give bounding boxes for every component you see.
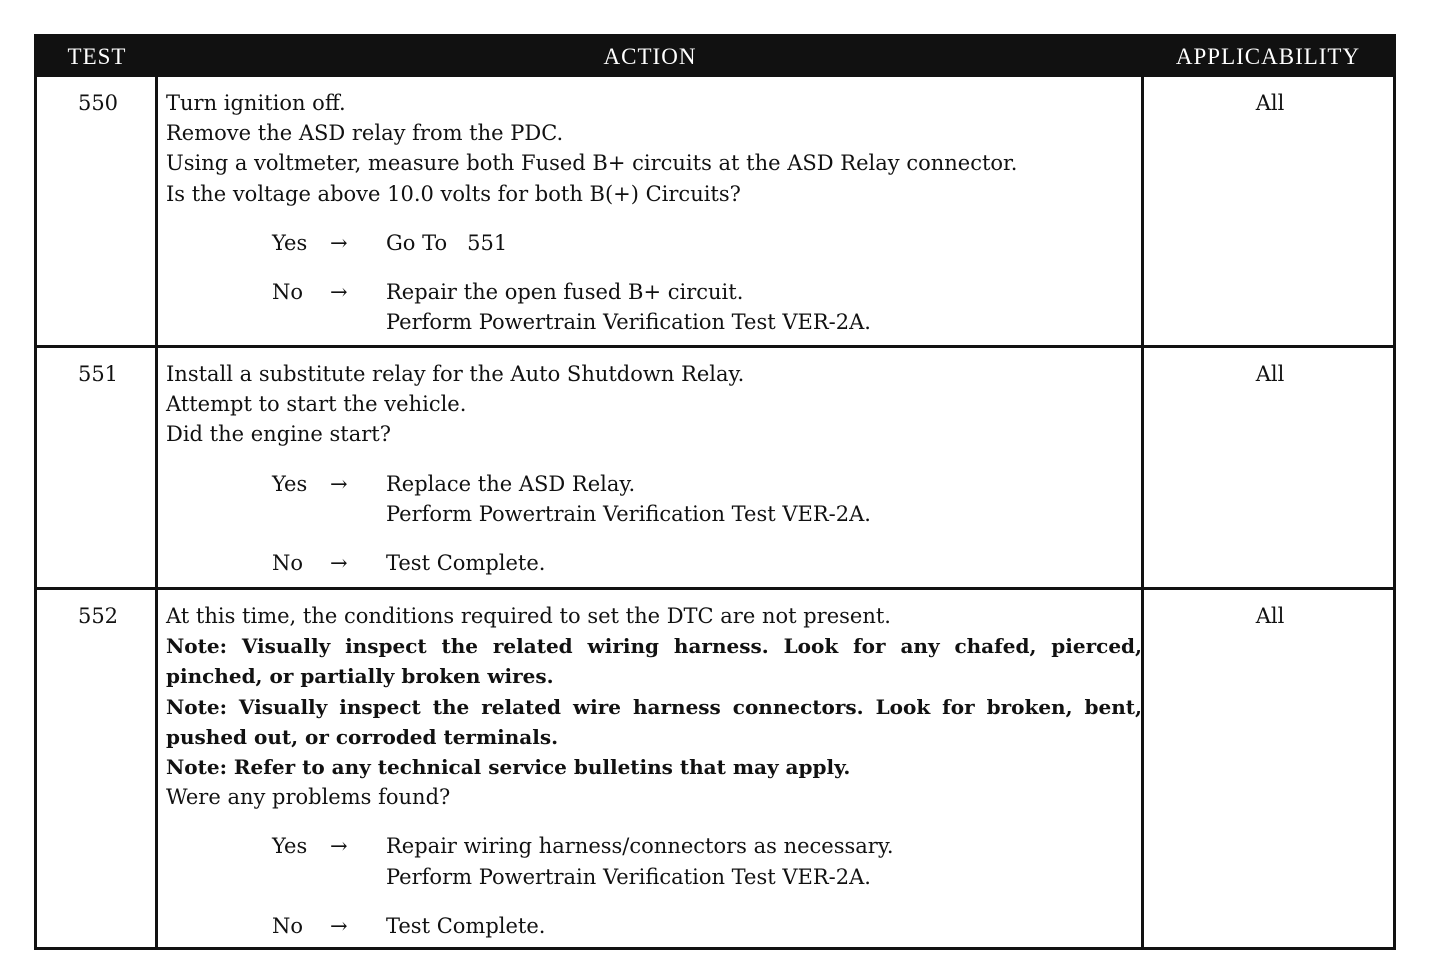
yes-text: Replace the ASD Relay.: [386, 471, 636, 496]
yes-text: Perform Powertrain Verification Test VER-2A.: [386, 501, 871, 526]
no-branch: [272, 911, 1142, 941]
yes-text: Go To 551: [386, 230, 508, 255]
table-header: [37, 37, 1393, 77]
action-cell: [166, 359, 1142, 578]
action-cell: [166, 88, 1142, 337]
action-question: Were any problems found?: [166, 785, 451, 810]
no-text: Repair the open fused B+ circuit.: [386, 280, 744, 305]
action-line: Using a voltmeter, measure both Fused B+ circuits at the ASD Relay connector.: [166, 151, 1018, 176]
action-line: Remove the ASD relay from the PDC.: [166, 121, 564, 146]
test-number: 550: [77, 91, 119, 115]
action-line: At this time, the conditions required to set the DTC are not present.: [166, 604, 891, 628]
arrow-icon: →: [330, 551, 348, 576]
arrow-icon: →: [330, 230, 348, 255]
test-number: 551: [77, 362, 119, 386]
test-number: 552: [77, 604, 119, 628]
no-label: No: [272, 551, 304, 576]
action-line: Install a substitute relay for the Auto Shutdown Relay.: [166, 362, 745, 386]
note-text: Note: Visually inspect the related wire harness connectors. Look for broken, bent, pushed out, or corroded terminals.: [166, 694, 1142, 749]
yes-text: Perform Powertrain Verification Test VER-2A.: [386, 864, 871, 889]
yes-label: Yes: [272, 230, 308, 255]
arrow-icon: →: [330, 471, 348, 496]
yes-branch: [272, 228, 1142, 258]
applicability-cell: All: [1255, 604, 1285, 628]
note-text: Note: Refer to any technical service bulletins that may apply.: [166, 755, 851, 780]
action-line: Did the engine start?: [166, 422, 391, 447]
yes-text: Repair wiring harness/connectors as necessary.: [386, 834, 894, 859]
action-line: Attempt to start the vehicle.: [166, 392, 467, 417]
note-text: Note: Visually inspect the related wiring harness. Look for any chafed, pierced, pinched, or partially broken wires.: [166, 634, 1142, 689]
action-line: Is the voltage above 10.0 volts for both B(+) Circuits?: [166, 181, 741, 206]
action-line: Turn ignition off.: [166, 91, 346, 115]
arrow-icon: →: [330, 834, 348, 859]
header-action: ACTION: [603, 44, 697, 69]
no-branch: [272, 548, 1142, 578]
no-text: Test Complete.: [386, 913, 546, 938]
applicability-cell: All: [1255, 91, 1285, 115]
header-test: TEST: [67, 44, 127, 69]
yes-label: Yes: [272, 471, 308, 496]
no-branch: [272, 277, 1142, 337]
yes-label: Yes: [272, 834, 308, 859]
no-text: Test Complete.: [386, 551, 546, 576]
table-row: [37, 348, 1393, 587]
applicability-cell: All: [1255, 362, 1285, 386]
diagnostic-test-table: [34, 34, 1396, 950]
action-cell: [166, 601, 1142, 941]
yes-branch: [272, 469, 1142, 529]
table-row: [37, 590, 1393, 947]
no-label: No: [272, 280, 304, 305]
no-label: No: [272, 913, 304, 938]
no-text: Perform Powertrain Verification Test VER-2A.: [386, 310, 871, 335]
yes-branch: [272, 831, 1142, 891]
header-applicability: APPLICABILITY: [1175, 44, 1361, 69]
arrow-icon: →: [330, 280, 348, 305]
arrow-icon: →: [330, 913, 348, 938]
table-row: [37, 77, 1393, 345]
